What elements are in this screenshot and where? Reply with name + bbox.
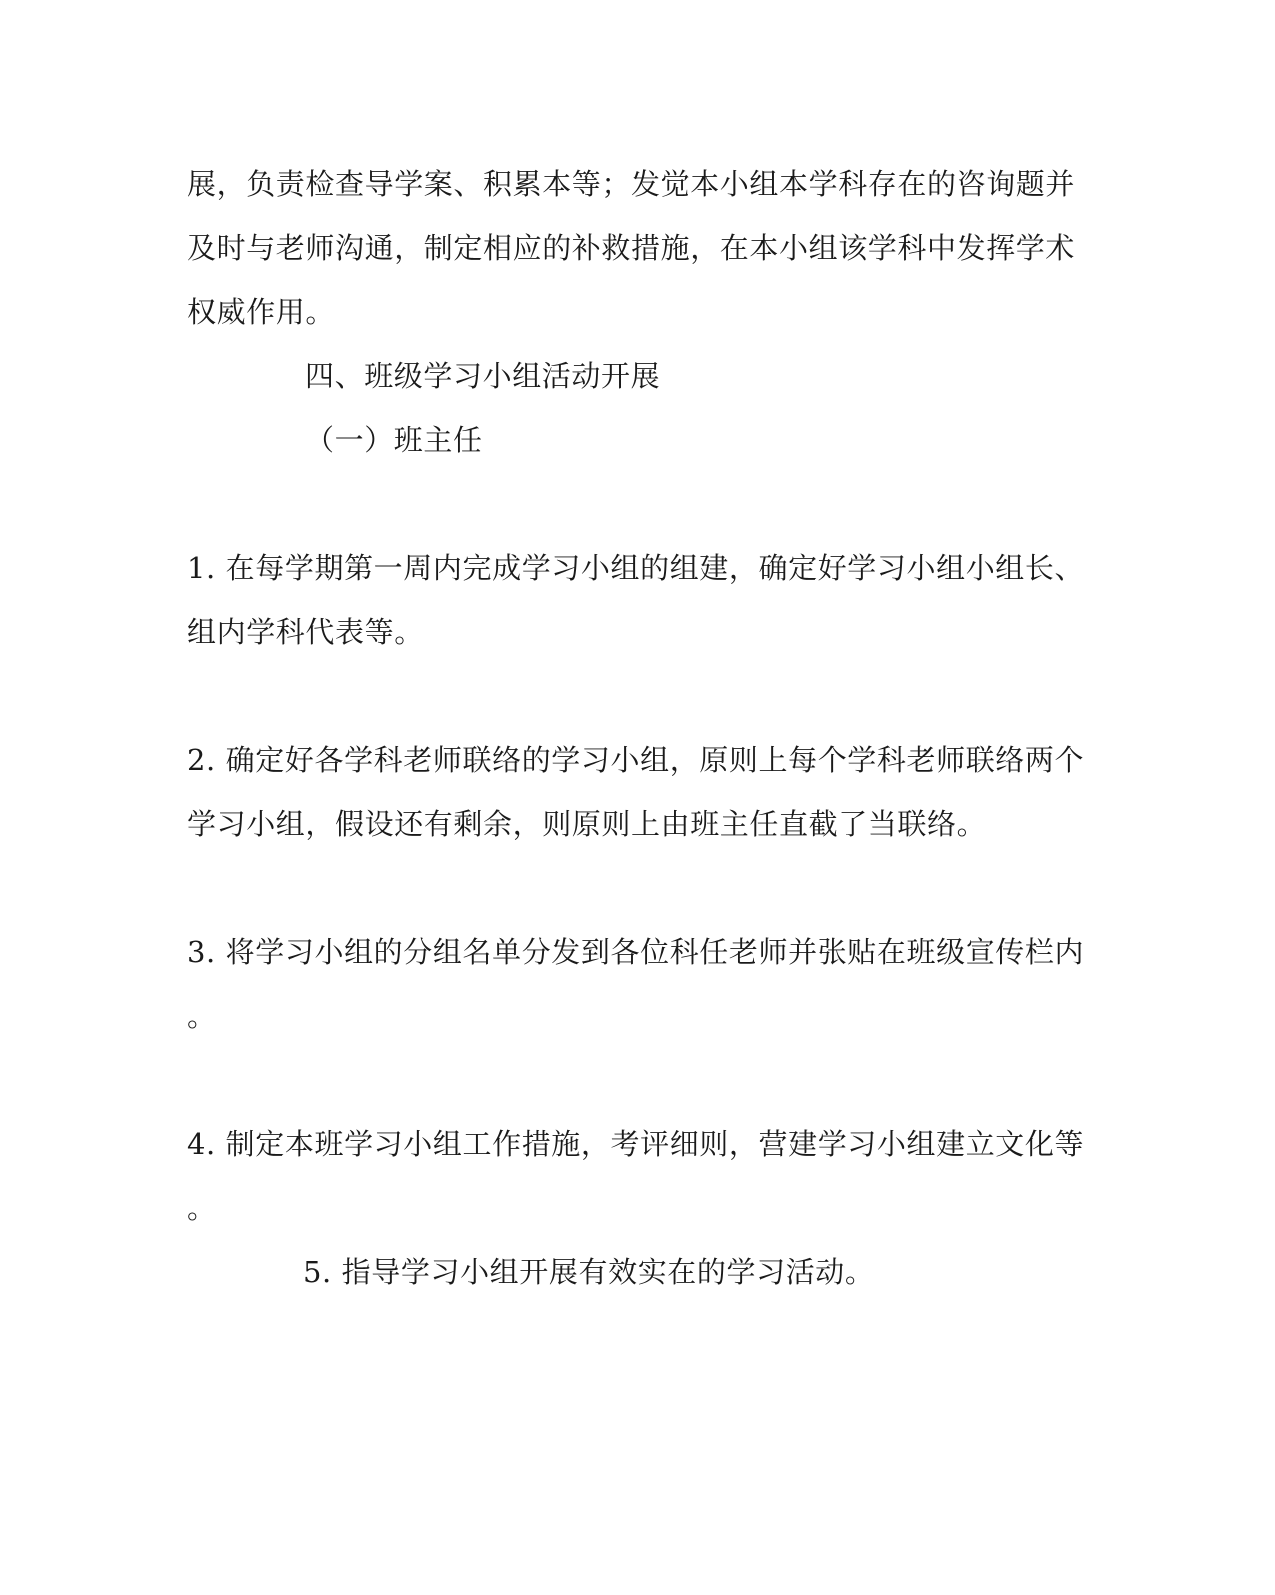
list-item-line: 1. 在每学期第一周内完成学习小组的组建，确定好学习小组小组长、 [187,551,1085,585]
paragraph-line: 权威作用。 [187,295,336,329]
list-item-line: 组内学科代表等。 [187,615,424,649]
subsection-heading: （一）班主任 [305,423,483,457]
list-item-line: 4. 制定本班学习小组工作措施，考评细则，营建学习小组建立文化等 [187,1127,1085,1161]
paragraph-line: 及时与老师沟通，制定相应的补救措施，在本小组该学科中发挥学术 [187,231,1076,265]
section-heading: 四、班级学习小组活动开展 [305,359,661,393]
paragraph-line: 展，负责检查导学案、积累本等；发觉本小组本学科存在的咨询题并 [187,167,1076,201]
list-item-line: 。 [187,999,217,1033]
list-item-line: 。 [187,1191,217,1225]
list-item-line: 3. 将学习小组的分组名单分发到各位科任老师并张贴在班级宣传栏内 [187,935,1085,969]
list-item-line: 学习小组，假设还有剩余，则原则上由班主任直截了当联络。 [187,807,987,841]
list-item-line: 5. 指导学习小组开展有效实在的学习活动。 [303,1255,875,1289]
list-item-line: 2. 确定好各学科老师联络的学习小组，原则上每个学科老师联络两个 [187,743,1085,777]
